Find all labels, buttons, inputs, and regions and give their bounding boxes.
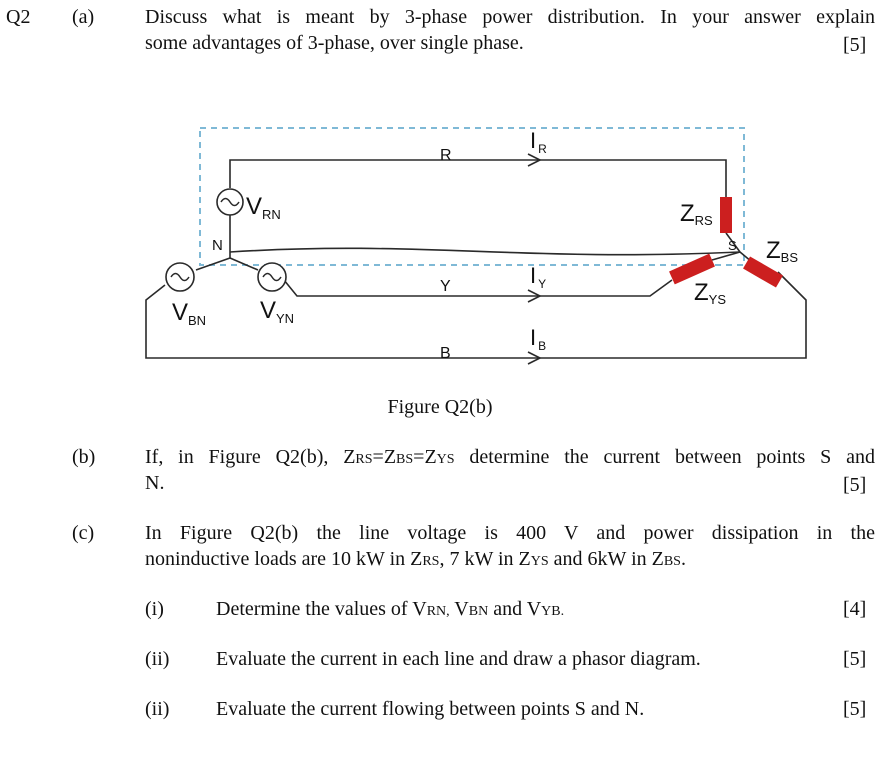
part-c-i-text: Determine the values of VRN, VBN and VYB. xyxy=(216,598,565,620)
label-vrn: $V_{RN}$ xyxy=(246,193,281,222)
part-b-line1: If, in Figure Q2(b), ZRS=ZBS=ZYS determine the current between points S and xyxy=(145,446,875,468)
load-zrs xyxy=(720,197,732,233)
part-c-ii-label: (ii) xyxy=(145,648,170,670)
part-a-line2: some advantages of 3-phase, over single phase. xyxy=(145,32,524,54)
figure-caption: Figure Q2(b) xyxy=(387,396,493,418)
part-a-marks: [5] xyxy=(843,34,867,56)
label-ib: I $_B$ xyxy=(530,325,547,353)
part-c-iii-text: Evaluate the current flowing between points S and N. xyxy=(216,698,645,720)
label-b: B xyxy=(440,345,451,362)
part-a-label: (a) xyxy=(72,6,95,28)
wire-r xyxy=(230,160,726,197)
wire-neutral xyxy=(230,248,740,254)
part-c-line2: noninductive loads are 10 kW in ZRS, 7 kW in ZYS and 6kW in ZBS. xyxy=(145,548,686,570)
part-c-ii-marks: [5] xyxy=(843,648,867,670)
part-c-i-label: (i) xyxy=(145,598,164,620)
question-number: Q2 xyxy=(6,6,31,28)
label-zrs: ZRS xyxy=(680,200,713,228)
part-c-label: (c) xyxy=(72,522,95,544)
label-node-s: S xyxy=(728,238,737,253)
part-c-ii-text: Evaluate the current in each line and draw a phasor diagram. xyxy=(216,648,701,670)
label-zys: ZYS xyxy=(694,279,727,307)
label-iy: I $_Y$ xyxy=(530,263,547,291)
part-c-i-marks: [4] xyxy=(843,598,867,620)
wire-y xyxy=(284,280,672,296)
label-vbn: $V_{BN}$ xyxy=(172,299,207,328)
part-b-marks: [5] xyxy=(843,474,867,496)
part-b-label: (b) xyxy=(72,446,96,468)
part-a-line1: Discuss what is meant by 3-phase power distribution. In your answer explain xyxy=(145,6,875,28)
label-r: R xyxy=(440,147,452,164)
label-ir: I $_R$ xyxy=(530,128,547,156)
label-y: Y xyxy=(440,278,451,295)
part-b-line2: N. xyxy=(145,472,165,494)
label-vyn: $V_{YN}$ xyxy=(260,297,295,326)
part-c-iii-marks: [5] xyxy=(843,698,867,720)
label-node-n: N xyxy=(212,237,223,254)
part-c-line1: In Figure Q2(b) the line voltage is 400 V and power dissipation in the xyxy=(145,522,875,544)
label-zbs: ZBS xyxy=(766,237,799,265)
dashed-region-box xyxy=(200,128,744,265)
part-c-iii-label: (ii) xyxy=(145,698,170,720)
